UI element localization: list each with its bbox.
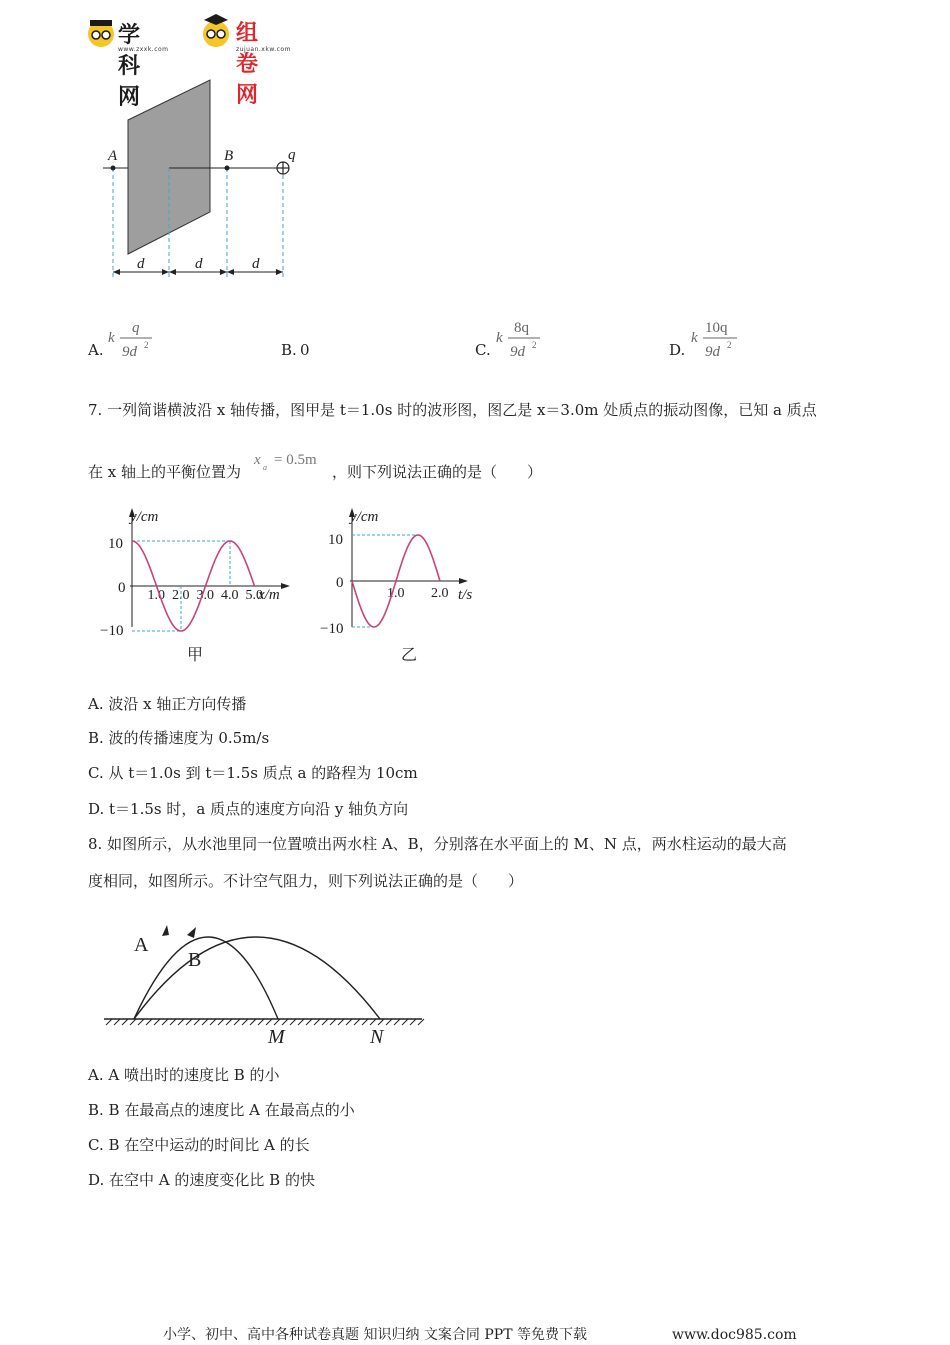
svg-text:2: 2 [144, 340, 149, 350]
footer-url[interactable]: www.doc985.com [672, 1327, 797, 1343]
svg-text:a: a [263, 463, 267, 472]
svg-text:q: q [132, 320, 140, 336]
svg-text:2: 2 [727, 340, 732, 350]
svg-text:x: x [254, 452, 261, 468]
fig6-plate-diagram [95, 72, 315, 287]
graph-jia-ytick-zero: 0 [118, 580, 126, 596]
logo2-text: 组卷网 [236, 21, 259, 108]
graph-yi [318, 502, 488, 672]
graph-yi-xlabel: t/s [458, 587, 473, 603]
svg-text:8q: 8q [514, 320, 529, 336]
graph-yi-ylabel: y/cm [350, 509, 379, 525]
graph-jia-ylabel: y/cm [130, 509, 159, 525]
fig8-label-b: B [188, 949, 202, 971]
svg-text:10q: 10q [705, 320, 728, 336]
fig8-label-n: N [370, 1026, 384, 1048]
q6-option-c-formula [494, 314, 554, 362]
q8-stem-line2: 度相同，如图所示。不计空气阻力，则下列说法正确的是（ ） [88, 872, 524, 890]
graph-jia-xtick: 3.0 [196, 588, 214, 603]
fig8-jet-a [134, 937, 278, 1019]
q7-option-c: C. 从 t＝1.0s 到 t＝1.5s 质点 a 的路程为 10cm [88, 764, 418, 782]
fig8-arrow-b-icon [187, 927, 196, 938]
graph-jia-xtick: 4.0 [221, 588, 239, 603]
graph-yi-ytick-min: −10 [320, 621, 344, 637]
fig8-jet-b [134, 937, 380, 1019]
q8-option-a: A. A 喷出时的速度比 B 的小 [88, 1066, 280, 1084]
graph-jia [100, 502, 300, 672]
q6-option-c-letter: C. [475, 341, 491, 359]
q6-option-a-formula [106, 314, 166, 362]
fig8-label-a: A [134, 934, 149, 956]
fig6-label-b: B [224, 148, 234, 164]
graph-jia-xtick: 2.0 [172, 588, 190, 603]
logo1-url: www.zxxk.com [118, 46, 169, 53]
q6-option-d-formula [689, 314, 749, 362]
q6-option-b-value: 0 [300, 341, 310, 359]
svg-text:k: k [691, 330, 698, 346]
footer-text: 小学、初中、高中各种试卷真题 知识归纳 文案合同 PPT 等免费下载 [163, 1327, 587, 1343]
graph-yi-caption: 乙 [401, 647, 418, 664]
fig6-dim-2: d [195, 256, 203, 272]
q8-option-b: B. B 在最高点的速度比 A 在最高点的小 [88, 1101, 355, 1119]
q8-option-c: C. B 在空中运动的时间比 A 的长 [88, 1136, 310, 1154]
graph-jia-xlabel: x/m [258, 587, 280, 603]
fig6-label-a: A [108, 148, 118, 164]
q7-option-a: A. 波沿 x 轴正方向传播 [88, 695, 247, 713]
q7-option-d: D. t＝1.5s 时，a 质点的速度方向沿 y 轴负方向 [88, 800, 409, 818]
graph-yi-ytick-max: 10 [328, 532, 343, 548]
fig6-dim-1: d [137, 256, 145, 272]
fig6-dim-3: d [252, 256, 260, 272]
q6-option-b-letter: B. [281, 341, 297, 359]
svg-text:= 0.5m: = 0.5m [274, 452, 317, 468]
fig6-point-b [225, 166, 230, 171]
q7-xa-formula [250, 446, 332, 474]
svg-text:k: k [108, 330, 115, 346]
svg-text:9d: 9d [705, 344, 720, 360]
q7-stem-line2-post: ，则下列说法正确的是（ ） [332, 463, 543, 481]
svg-text:9d: 9d [122, 344, 137, 360]
q6-option-d-letter: D. [669, 341, 686, 359]
q7-stem-line2-pre: 在 x 轴上的平衡位置为 [88, 463, 241, 481]
q7-option-b: B. 波的传播速度为 0.5m/s [88, 729, 270, 747]
logo2-url: zujuan.xkw.com [236, 46, 291, 53]
logo1-text: 学科网 [118, 23, 141, 110]
graph-jia-xtick: 1.0 [147, 588, 165, 603]
logo2-mascot-icon [200, 12, 232, 52]
graph-yi-xtick: 1.0 [387, 586, 405, 601]
q7-stem-line1: 7. 一列简谐横波沿 x 轴传播，图甲是 t＝1.0s 时的波形图，图乙是 x＝3.0m 处质点的振动图像，已知 a 质点 [88, 401, 817, 419]
svg-text:9d: 9d [510, 344, 525, 360]
graph-yi-ytick-zero: 0 [336, 575, 344, 591]
graph-yi-xtick: 2.0 [431, 586, 449, 601]
svg-text:k: k [496, 330, 503, 346]
graph-jia-xtick: 5.0 [245, 588, 263, 603]
svg-text:2: 2 [532, 340, 537, 350]
fig6-label-q: q [288, 147, 296, 163]
q8-option-d: D. 在空中 A 的速度变化比 B 的快 [88, 1171, 315, 1189]
graph-jia-caption: 甲 [187, 647, 204, 664]
q6-option-a-letter: A. [88, 341, 104, 359]
q8-stem-line1: 8. 如图所示，从水池里同一位置喷出两水柱 A、B，分别落在水平面上的 M、N 点，两水柱运动的最大高 [88, 835, 787, 853]
graph-jia-ytick-min: −10 [100, 623, 124, 639]
fig8-arrow-a-icon [162, 925, 169, 936]
logo1-mascot-icon [86, 16, 116, 50]
fig8-water-jets [100, 895, 430, 1050]
graph-jia-ytick-max: 10 [108, 536, 123, 552]
fig6-point-a [111, 166, 116, 171]
fig8-label-m: M [268, 1026, 285, 1048]
